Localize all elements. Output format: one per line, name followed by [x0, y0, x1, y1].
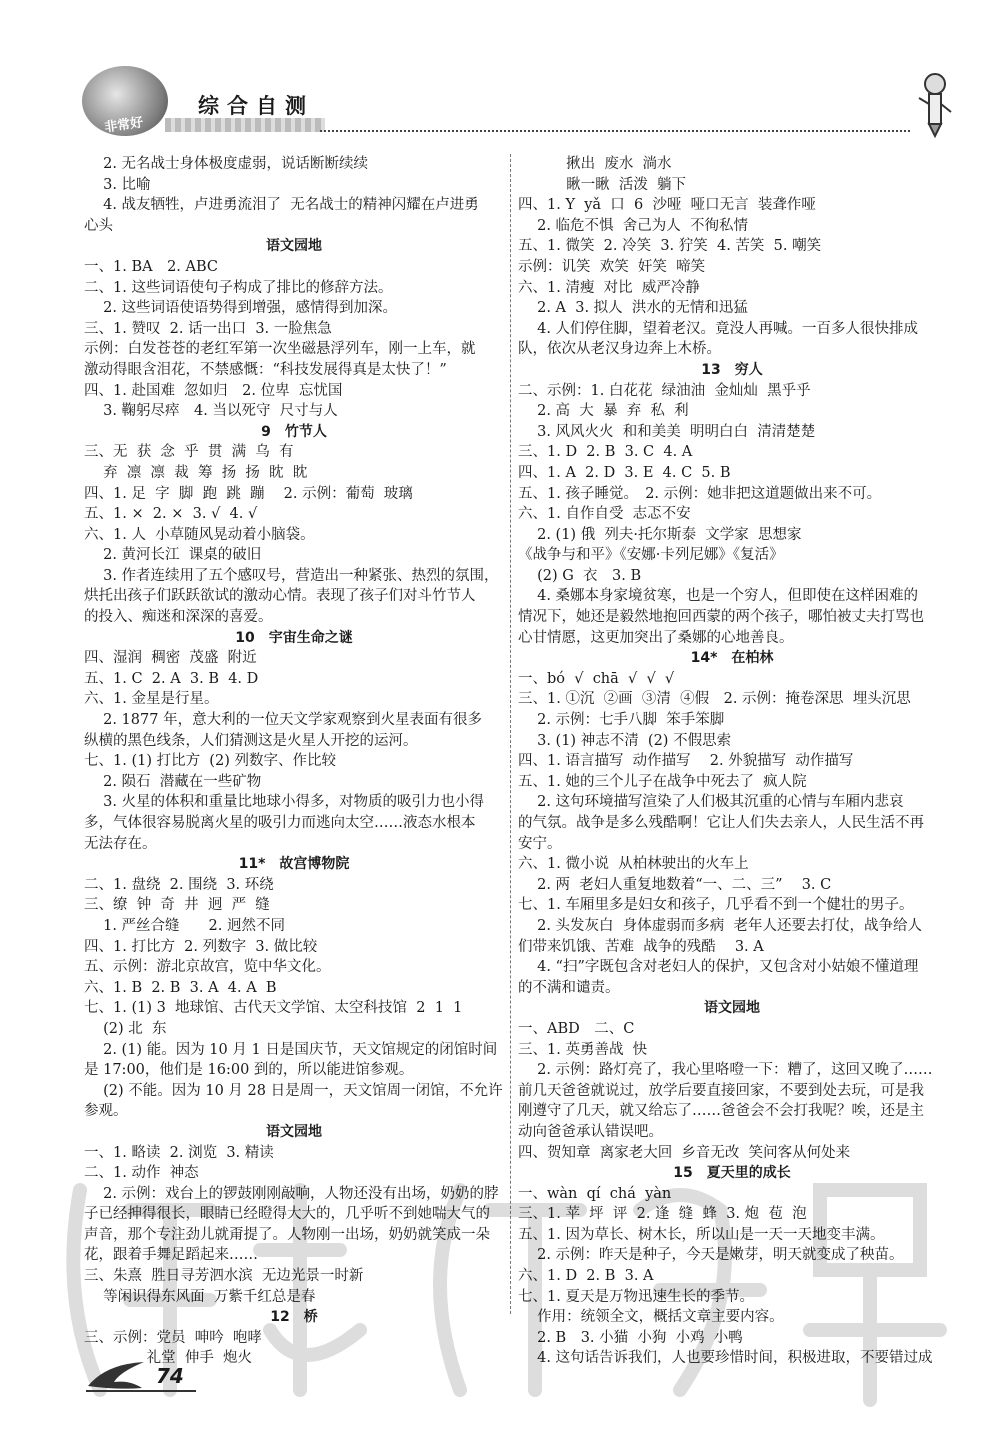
answer-line: (2) G 衣 3. B [518, 567, 642, 584]
page-title: 综合自测 [198, 93, 314, 118]
answer-line: 队，依次从老汉身边奔上木桥。 [518, 341, 721, 358]
answer-line: 三、无 获 念 乎 贯 满 乌 有 [84, 444, 294, 461]
answer-line: 三、1. ①沉 ②画 ③清 ④假 2. 示例：掩卷深思 埋头沉思 [518, 691, 911, 708]
answer-line: 的投入、痴迷和深深的喜爱。 [84, 609, 273, 626]
answer-line: 的不满和谴责。 [518, 979, 620, 996]
section-heading: 14* 在柏林 [690, 650, 774, 667]
answer-line: 4. 这句话告诉我们，人也要珍惜时间，积极进取，不要错过成 [518, 1350, 933, 1367]
answer-line: 心甘情愿，这更加突出了桑娜的心地善良。 [518, 629, 794, 646]
answer-line: 4. “扫”字既包含对老妇人的保护，又包含对小姑娘不懂道理 [518, 959, 919, 976]
answer-line: 1. 严丝合缝 2. 迥然不同 [84, 917, 285, 934]
answer-line: 2. 这些词语使语势得到增强，感情得到加深。 [84, 300, 398, 317]
answer-line: 2. 示例：七手八脚 笨手笨脚 [518, 712, 725, 729]
section-heading: 10 宇宙生命之谜 [235, 629, 353, 646]
answer-line: 三、朱熹 胜日寻芳泗水滨 无边光景一时新 [84, 1268, 364, 1285]
answer-line: 礼堂 伸手 炮火 [84, 1350, 253, 1367]
answer-line: 六、1. 微小说 从柏林驶出的火车上 [518, 856, 749, 873]
section-heading: 15 夏天里的成长 [673, 1165, 791, 1182]
answer-line: 五、1. 她的三个儿子在战争中死去了 疯人院 [518, 773, 807, 790]
answer-line: 二、1. 这些词语使句子构成了排比的修辞方法。 [84, 279, 393, 296]
answer-line: 花，跟着手舞足蹈起来…… [84, 1247, 258, 1264]
answer-line: 2. (1) 能。因为 10 月 1 日是国庆节，天文馆规定的闭馆时间 [84, 1041, 498, 1058]
answer-line: 五、1. 孩子睡觉。 2. 示例：她非把这道题做出来不可。 [518, 485, 882, 502]
swallow-icon [86, 1360, 146, 1394]
answer-line: 四、1. 赴国难 忽如归 2. 位卑 忘忧国 [84, 382, 343, 399]
answer-line: 2. 示例：路灯亮了，我心里咯噔一下：糟了，这回又晚了…… [518, 1062, 933, 1079]
answer-line: 一、ABD 二、C [518, 1020, 635, 1037]
answer-line: 情况下，她还是毅然地抱回西蒙的两个孩子，哪怕被丈夫打骂也 [518, 609, 924, 626]
answer-line: 烘托出孩子们跃跃欲试的激动心情。表现了孩子们对斗竹节人 [84, 588, 476, 605]
answer-line: 五、示例：游北京故宫，览中华文化。 [84, 959, 331, 976]
answer-line: 二、示例：1. 白花花 绿油油 金灿灿 黑乎乎 [518, 382, 811, 399]
section-heading: 语文园地 [266, 1123, 322, 1140]
answer-line: 六、1. 自作自受 志忑不安 [518, 506, 691, 523]
answer-line: 四、1. A 2. D 3. E 4. C 5. B [518, 464, 731, 481]
answer-line: 4. 战友牺牲，卢进勇流泪了 无名战士的精神闪耀在卢进勇 [84, 197, 479, 214]
answer-line: 六、1. 金星是行星。 [84, 691, 219, 708]
answer-line: 等闲识得东风面 万紫千红总是春 [84, 1288, 316, 1305]
page-number: 74 [156, 1364, 184, 1388]
answer-line: 的气氛。战争是多么残酷啊！它让人们失去亲人，人民生活不再 [518, 815, 924, 831]
answer-line: 六、1. D 2. B 3. A [518, 1268, 654, 1285]
section-heading: 语文园地 [704, 1000, 760, 1017]
answer-line: 作用：统领全文，概括文章主要内容。 [518, 1309, 784, 1326]
answer-line: 七、1. 车厢里多是妇女和孩子，几乎看不到一个健壮的男子。 [518, 897, 914, 914]
answer-line: 二、1. 盘绕 2. 围绕 3. 环绕 [84, 876, 274, 893]
mascot-logo [82, 66, 168, 136]
answer-line: 四、湿润 稠密 茂盛 附近 [84, 650, 257, 667]
logo-text: 非常好 [103, 115, 145, 136]
answer-line: 2. 示例：戏台上的锣鼓刚刚敲响，人物还没有出场，奶奶的脖 [84, 1185, 499, 1202]
pencil-mascot-icon [915, 70, 955, 140]
answer-line: 四、1. 语言描写 动作描写 2. 外貌描写 动作描写 [518, 753, 854, 770]
answer-line: (2) 不能。因为 10 月 28 日是周一，天文馆周一闭馆，不允许 [84, 1082, 503, 1099]
answer-line: 2. (1) 俄 列夫·托尔斯泰 文学家 思想家 [518, 526, 802, 543]
answer-line: 《战争与和平》《安娜·卡列尼娜》《复活》 [518, 547, 784, 564]
answer-line: 2. 高 大 暴 弃 私 利 [518, 403, 689, 420]
answer-line: 弃 凛 凛 裁 筹 扬 扬 眈 眈 [84, 464, 308, 481]
answer-line: 六、1. B 2. B 3. A 4. A B [84, 979, 277, 996]
answer-line: 3. (1) 神志不清 (2) 不假思索 [518, 732, 732, 749]
answer-line: 2. A 3. 拟人 洪水的无情和迅猛 [518, 300, 748, 317]
answer-line: 2. 黄河长江 课桌的破旧 [84, 547, 262, 564]
footer-rule [86, 1390, 196, 1392]
answer-line: 是 17:00，他们是 16:00 到的，所以能进馆参观。 [84, 1062, 414, 1079]
answer-line: 四、1. 足 字 脚 跑 跳 蹦 2. 示例：葡萄 玻璃 [84, 485, 413, 502]
answer-line: 三、1. 苹 坪 评 2. 逢 缝 蜂 3. 炮 苞 泡 [518, 1206, 807, 1223]
answer-line: 参观。 [84, 1103, 128, 1120]
answer-line: 三、1. 英勇善战 快 [518, 1041, 648, 1058]
answer-line: 三、1. D 2. B 3. C 4. A [518, 444, 693, 461]
answer-line: 五、1. 微笑 2. 冷笑 3. 狞笑 4. 苦笑 5. 嘲笑 [518, 238, 822, 255]
answer-line: 动向爸爸承认错误吧。 [518, 1123, 663, 1140]
answer-line: 六、1. 清瘦 对比 威严冷静 [518, 279, 700, 296]
answer-line: 一、wàn qí chá yàn [518, 1185, 672, 1202]
answer-line: 2. 陨石 潜藏在一些矿物 [84, 773, 262, 790]
answer-line: 一、1. 略读 2. 浏览 3. 精读 [84, 1144, 274, 1161]
section-heading: 语文园地 [266, 238, 322, 255]
page-footer [86, 1360, 206, 1400]
answer-line: 五、1. 因为草长、树木长，所以山是一天一天地变丰满。 [518, 1226, 885, 1243]
answer-line: 三、缭 钟 奇 井 迥 严 缝 [84, 897, 270, 914]
answer-line: 2. B 3. 小猫 小狗 小鸡 小鸭 [518, 1329, 743, 1346]
answer-line: 子已经抻得很长，眼睛已经瞪得大大的，几乎听不到她喘大气的 [84, 1206, 490, 1223]
answer-line: 一、1. BA 2. ABC [84, 258, 219, 275]
answer-line: 4. 桑娜本身家境贫寒，也是一个穷人，但即使在这样困难的 [518, 588, 919, 605]
answer-line: 们带来饥饿、苦难 战争的残酷 3. A [518, 938, 764, 955]
answer-line: 2. 示例：昨天是种子，今天是嫩芽，明天就变成了秧苗。 [518, 1247, 904, 1264]
answer-line: 刚遵守了几天，就又给忘了……爸爸会不会打我呢？唉，还是主 [518, 1103, 924, 1120]
answer-line: 3. 火星的体积和重量比地球小得多，对物质的吸引力也小得 [84, 794, 485, 811]
answer-line: 安宁。 [518, 835, 562, 852]
answer-line: 激动得眼含泪花，不禁感慨：“科技发展得真是太快了！” [84, 361, 447, 378]
answer-line: 七、1. (1) 打比方 (2) 列数字、作比较 [84, 753, 336, 770]
section-heading: 12 桥 [270, 1309, 318, 1326]
answer-line: 3. 比喻 [84, 176, 151, 193]
answer-line: 三、1. 赞叹 2. 话一出口 3. 一脸焦急 [84, 320, 332, 337]
page-header [70, 60, 970, 140]
answer-line: 前几天爸爸就说过，放学后要直接回家，不要到处去玩，可是我 [518, 1082, 924, 1099]
answer-line: 五、1. C 2. A 3. B 4. D [84, 670, 259, 687]
answer-line: 四、贺知章 离家老大回 乡音无改 笑问客从何处来 [518, 1144, 851, 1161]
answer-line: 2. 头发灰白 身体虚弱而多病 老年人还要去打仗，战争给人 [518, 917, 922, 934]
answer-line: 4. 人们停住脚，望着老汉。竟没人再喊。一百多人很快排成 [518, 320, 919, 337]
answer-line: 心头 [84, 217, 113, 234]
answer-line: 3. 作者连续用了五个感叹号，营造出一种紧张、热烈的氛围， [84, 567, 499, 584]
answer-line: 3. 风风火火 和和美美 明明白白 清清楚楚 [518, 423, 816, 440]
answer-line: 纵横的黑色线条，人们猜测这是火星人开挖的运河。 [84, 732, 418, 749]
answer-line: 一、bó √ chā √ √ √ [518, 670, 675, 687]
answer-line: 示例：讥笑 欢笑 奸笑 啼笑 [518, 258, 706, 275]
answer-line: 2. 1877 年，意大利的一位天文学家观察到火星表面有很多 [84, 712, 483, 729]
header-rule [320, 130, 910, 132]
answer-line: 六、1. 人 小草随风晃动着小脑袋。 [84, 526, 315, 543]
answer-line: 声音，那个专注劲儿就甭提了。人物刚一出场，奶奶就笑成一朵 [84, 1226, 490, 1243]
section-heading: 13 穷人 [701, 361, 763, 378]
answer-line: 揪出 废水 淌水 [518, 156, 672, 172]
answer-line: 七、1. 夏天是万物迅速生长的季节。 [518, 1288, 754, 1305]
section-heading: 9 竹节人 [261, 423, 327, 440]
answer-line: 无法存在。 [84, 835, 157, 852]
answer-line: 3. 鞠躬尽瘁 4. 当以死守 尺寸与人 [84, 403, 338, 420]
answer-line: 2. 临危不惧 舍己为人 不徇私情 [518, 217, 748, 234]
answer-line: 2. 这句环境描写渲染了人们极其沉重的心情与车厢内悲哀 [518, 794, 904, 811]
section-heading: 11* 故宫博物院 [238, 856, 350, 873]
header-decorative-bar [165, 118, 325, 132]
answer-line: 示例：白发苍苍的老红军第一次坐磁悬浮列车，刚一上车，就 [84, 341, 476, 358]
answer-line: 多，气体很容易脱离火星的吸引力而逃向太空……液态水根本 [84, 815, 476, 831]
column-divider [510, 154, 511, 1314]
answer-line: 七、1. (1) 3 地球馆、古代天文学馆、太空科技馆 2 1 1 [84, 1000, 463, 1017]
answer-line: (2) 北 东 [84, 1020, 167, 1037]
answer-line: 五、1. × 2. × 3. √ 4. √ [84, 506, 258, 523]
answer-line: 四、1. Y yǎ 口 6 沙哑 哑口无言 装聋作哑 [518, 197, 816, 214]
answer-line: 二、1. 动作 神态 [84, 1165, 199, 1182]
answer-line: 2. 无名战士身体极度虚弱，说话断断续续 [84, 156, 369, 172]
answer-line: 三、示例：党员 呻吟 咆哮 [84, 1329, 262, 1346]
answer-line: 瞅一瞅 活泼 躺下 [518, 176, 687, 193]
answer-line: 2. 两 老妇人重复地数着“一、二、三” 3. C [518, 876, 832, 893]
answer-line: 四、1. 打比方 2. 列数字 3. 做比较 [84, 938, 318, 955]
